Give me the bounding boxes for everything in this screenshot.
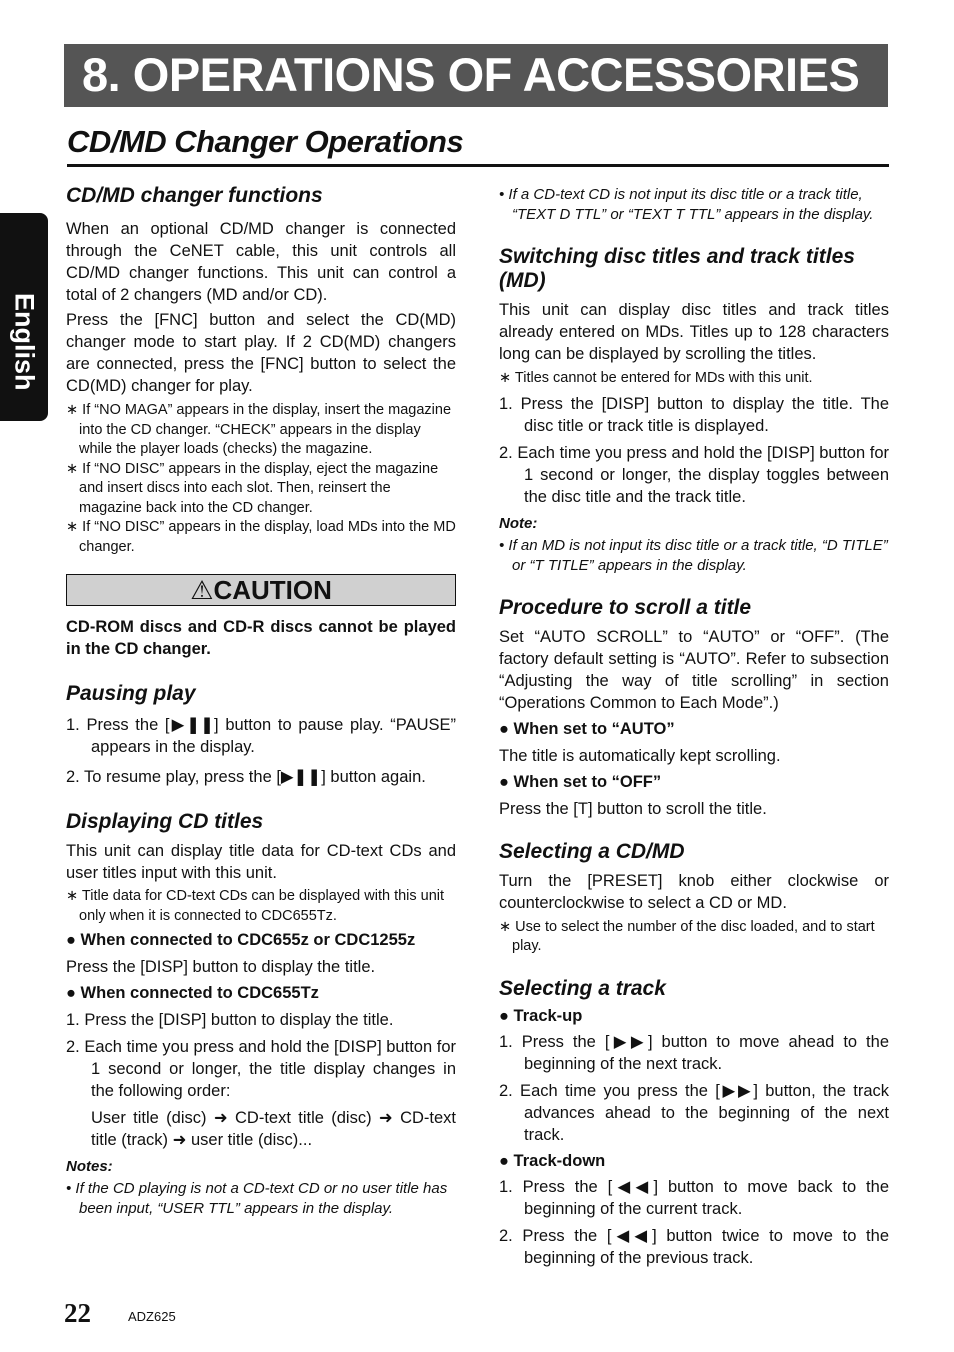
note-item: ∗ Titles cannot be entered for MDs with this unit. <box>499 370 813 386</box>
language-tab <box>0 213 48 421</box>
list-item: 1. Press the [DISP] button to display the title. The disc title or track title is displayed. <box>499 394 889 435</box>
paragraph: Press the [T] button to scroll the title. <box>499 799 767 818</box>
list-item: 2. Each time you press and hold the [DISP] button for 1 second or longer, the title display changes in the following order: <box>66 1038 456 1100</box>
caution-label: CAUTION <box>213 575 332 605</box>
paragraph: When an optional CD/MD changer is connected through the CeNET cable, this unit controls all CD/MD changer functions. This unit can control a total of 2 changers (MD and/or CD). <box>66 220 456 304</box>
paragraph: The title is automatically kept scrolling. <box>499 746 781 765</box>
note-item: • If the CD playing is not a CD-text CD or no user title has been input, “USER TTL” appears in the display. <box>66 1180 448 1217</box>
model-code: ADZ625 <box>128 1309 176 1324</box>
left-column <box>66 180 456 1219</box>
bullet-heading: ● When connected to CDC655Tz <box>66 984 319 1002</box>
list-item: 1. Press the [▶❚❚] button to pause play. “PAUSE” appears in the display. <box>66 716 456 756</box>
note-item: ∗ If “NO MAGA” appears in the display, insert the magazine into the CD changer. “CHECK” appears in the display while the player loads (checks) the magazine. <box>66 402 452 457</box>
note-item: ∗ Title data for CD-text CDs can be displayed with this unit only when it is connected to CDC655Tz. <box>66 888 445 924</box>
caution-box <box>66 574 456 606</box>
note-item: ∗ If “NO DISC” appears in the display, load MDs into the MD changer. <box>66 519 456 555</box>
heading-select-cd-md: Selecting a CD/MD <box>499 839 685 863</box>
list-item: 1. Press the [DISP] button to display the title. <box>66 1011 394 1029</box>
bullet-heading: ● When set to “AUTO” <box>499 719 675 738</box>
caution-text: CD-ROM discs and CD-R discs cannot be played in the CD changer. <box>66 618 456 658</box>
paragraph: Press the [FNC] button and select the CD(MD) changer mode to start play. If 2 CD(MD) changers are connected, press the [FNC] button to select the CD(MD) changer for play. <box>66 311 456 395</box>
list-item: 2. To resume play, press the [▶❚❚] button again. <box>66 768 426 786</box>
title-rule <box>67 164 889 167</box>
bullet-heading: ● When set to “OFF” <box>499 772 662 791</box>
heading-pausing: Pausing play <box>66 682 196 705</box>
note-item: • If a CD-text CD is not input its disc title or a track title, “TEXT D TTL” or “TEXT T TTL” appears in the display. <box>499 186 874 223</box>
right-column <box>499 185 889 1269</box>
heading-switching-titles: Switching disc titles and track titles (MD) <box>499 245 855 292</box>
switch-steps <box>499 393 889 508</box>
paragraph: This unit can display title data for CD-text CDs and user titles input with this unit. <box>66 842 456 882</box>
list-item: 1. Press the [▶▶] button to move ahead to the beginning of the next track. <box>499 1032 889 1073</box>
list-item: 2. Press the [◀◀] button twice to move to the beginning of the previous track. <box>499 1226 889 1267</box>
bullet-heading: ● Track-up <box>499 1006 583 1025</box>
heading-changer-functions: CD/MD changer functions <box>66 184 323 207</box>
heading-select-track: Selecting a track <box>499 976 666 1000</box>
heading-displaying-cd: Displaying CD titles <box>66 810 264 833</box>
chapter-title: 8. OPERATIONS OF ACCESSORIES <box>82 48 860 101</box>
note-item: ∗ If “NO DISC” appears in the display, eject the magazine and insert discs into each slot. Then, reinsert the magazine back into the CD changer. <box>66 460 439 516</box>
bullet-heading: ● When connected to CDC655z or CDC1255z <box>66 931 416 949</box>
paragraph: Press the [DISP] button to display the title. <box>66 958 376 976</box>
bullet-heading: ● Track-down <box>499 1151 606 1170</box>
page-number: 22 <box>64 1298 91 1328</box>
order-text: User title (disc) ➜ CD-text title (disc) ➜ CD-text title (track) ➜ user title (disc)... <box>91 1109 456 1149</box>
track-down-steps <box>499 1176 889 1269</box>
pause-steps <box>66 714 456 788</box>
chapter-banner <box>64 44 888 107</box>
language-tab-label: English <box>9 293 40 391</box>
list-item: 1. Press the [◀◀] button to move back to the beginning of the current track. <box>499 1177 889 1218</box>
paragraph: Turn the [PRESET] knob either clockwise or counterclockwise to select a CD or MD. <box>499 871 889 912</box>
paragraph: Set “AUTO SCROLL” to “AUTO” or “OFF”. (The factory default setting is “AUTO”. Refer to subsection “Adjusting the way of title scrolling” in section “Operations Common to Each Mode”.) <box>499 627 889 712</box>
list-item: 2. Each time you press and hold the [DISP] button for 1 second or longer, the display toggles between the disc title and the track title. <box>499 443 889 506</box>
note-item: • If an MD is not input its disc title or a track title, “D TITLE” or “T TITLE” appears in the display. <box>499 536 888 574</box>
heading-scroll-title: Procedure to scroll a title <box>499 595 752 619</box>
notes-label: Notes: <box>66 1158 113 1175</box>
note-label: Note: <box>499 514 538 532</box>
display-steps <box>66 1009 456 1102</box>
track-up-steps <box>499 1031 889 1146</box>
note-item: ∗ Use to select the number of the disc loaded, and to start play. <box>499 918 875 954</box>
list-item: 2. Each time you press the [▶▶] button, the track advances ahead to the beginning of the next track. <box>499 1081 889 1144</box>
paragraph: This unit can display disc titles and track titles already entered on MDs. Titles up to 128 characters long can be displayed by scrolling the titles. <box>499 301 889 363</box>
warning-icon: ⚠ <box>190 575 214 605</box>
section-title: CD/MD Changer Operations <box>67 124 464 159</box>
